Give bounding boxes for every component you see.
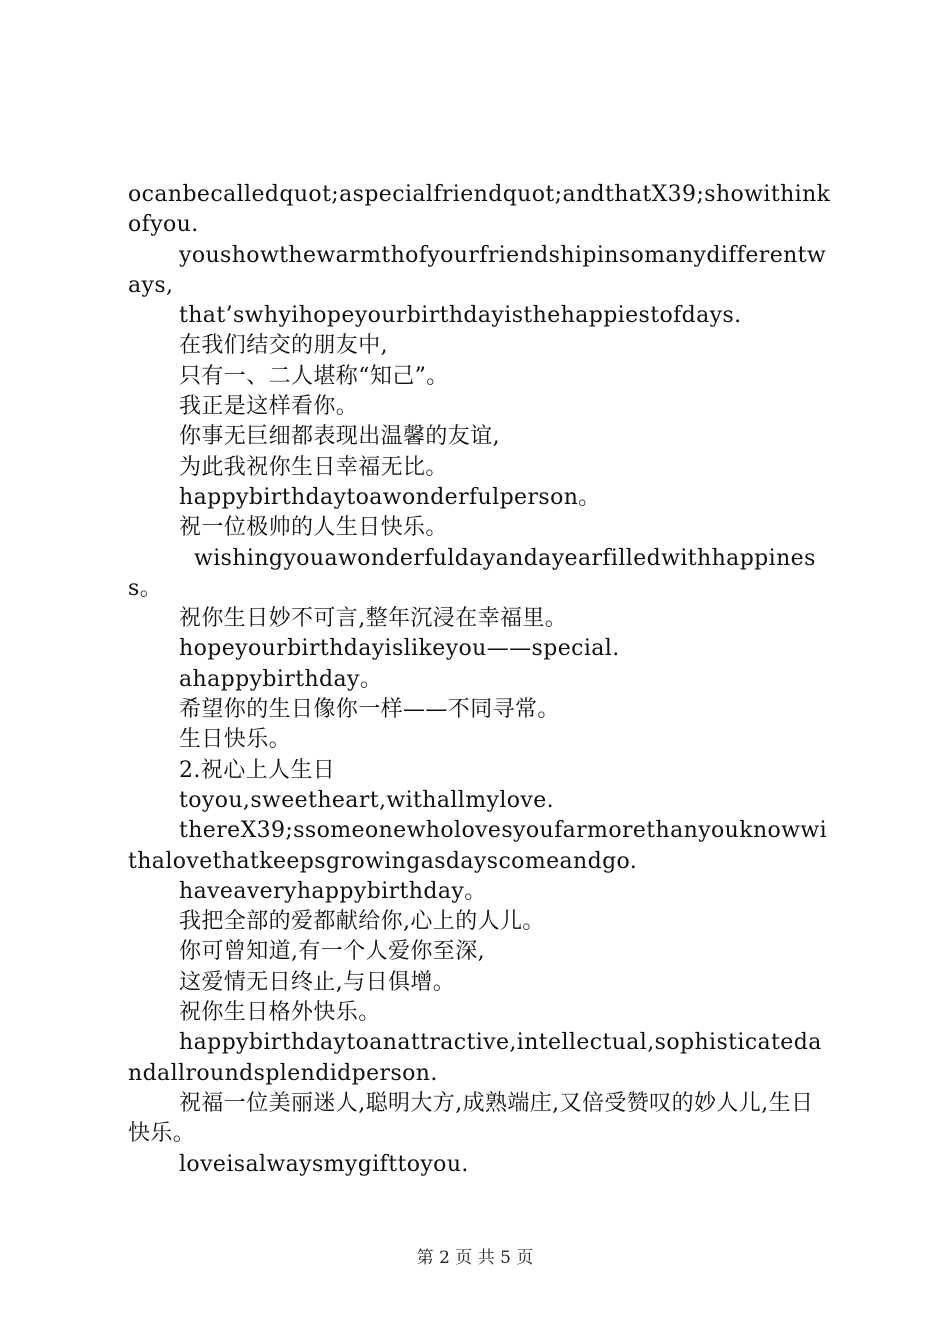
paragraph: youshowthewarmthofyourfriendshipinsomanydifferentways, [128,242,827,298]
paragraph: 我把全部的爱都献给你,心上的人儿。 [179,909,545,935]
paragraph: 你事无巨细都表现出温馨的友谊, [179,424,500,450]
section-heading: 2.祝心上人生日 [179,757,336,783]
paragraph: loveisalwaysmygifttoyou. [179,1151,469,1177]
document-body [128,180,832,1180]
paragraph: happybirthdaytoanattractive,intellectual,sophisticatedandallroundsplendidperson. [128,1030,822,1086]
paragraph: 祝福一位美丽迷人,聪明大方,成熟端庄,又倍受赞叹的妙人儿,生日快乐。 [128,1090,814,1147]
page-footer [0,1243,950,1268]
paragraph: haveaveryhappybirthday。 [179,878,487,904]
paragraph: 为此我祝你生日幸福无比。 [179,454,448,480]
page-number-label: 第 2 页 共 5 页 [416,1248,534,1268]
paragraph: 祝一位极帅的人生日快乐。 [179,515,448,541]
paragraph: 希望你的生日像你一样——不同寻常。 [179,697,560,723]
paragraph: 只有一、二人堪称“知己”。 [179,363,449,389]
paragraph: 祝你生日格外快乐。 [179,1000,381,1026]
paragraph: 祝你生日妙不可言,整年沉浸在幸福里。 [179,606,568,632]
paragraph: ahappybirthday。 [179,666,383,692]
paragraph: wishingyouawonderfuldayandayearfilledwithhappiness。 [128,545,816,601]
paragraph: that’swhyihopeyourbirthdayisthehappiestofdays. [179,303,742,329]
paragraph: 我正是这样看你。 [179,394,359,420]
paragraph: happybirthdaytoawonderfulperson。 [179,484,601,510]
paragraph: thereX39;ssomeonewholovesyoufarmorethanyouknowwithalovethatkeepsgrowingasdayscomeandgo. [128,818,828,874]
paragraph: toyou,sweetheart,withallmylove. [179,787,555,813]
paragraph: hopeyourbirthdayislikeyou——special. [179,636,620,662]
paragraph: ocanbecalledquot;aspecialfriendquot;andthatX39;showithinkofyou. [128,182,831,238]
paragraph: 你可曾知道,有一个人爱你至深, [179,939,485,965]
paragraph: 生日快乐。 [179,727,292,753]
paragraph: 这爱情无日终止,与日俱增。 [179,969,456,995]
paragraph: 在我们结交的朋友中, [179,333,388,359]
